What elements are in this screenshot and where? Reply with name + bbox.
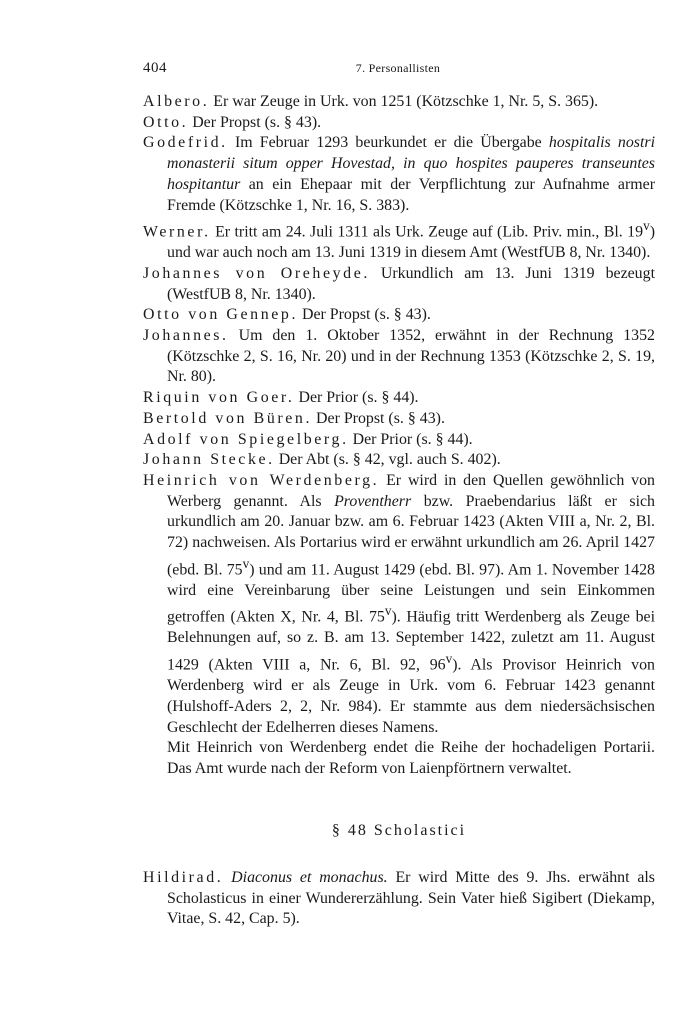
entry-name: Otto. (143, 113, 189, 131)
entry-italic-term: Proventherr (334, 492, 412, 510)
heinrich-followup-paragraph (143, 738, 655, 779)
entry-name: Heinrich von Werdenberg. (143, 471, 380, 489)
scholastici-entry-list (143, 868, 655, 930)
entry-text: Er wird in den Quellen gewöhnlich von Werberg genannt. Als (167, 471, 655, 510)
entry-otto-von-gennep (143, 305, 655, 326)
entry-text: Er wird Mitte des 9. Jhs. erwähnt als Scholasticus in einer Wundererzählung. Sein Vater hieß Sigibert (Diekamp, Vitae, S. 42, Cap. 5). (167, 869, 655, 928)
entry-italic-quote: hospitalis nostri monasterii situm opper Hovestad, in quo hospites pauperes transeuntes hospitantur (167, 134, 656, 193)
entry-text: Im Februar 1293 beurkundet er die Übergabe (227, 134, 549, 152)
entry-godefrid (143, 133, 655, 216)
page-number: 404 (143, 60, 167, 76)
entry-heinrich-von-werdenberg (143, 471, 655, 738)
entry-text: Um den 1. Oktober 1352, erwähnt in der Rechnung 1352 (Kötzschke 2, S. 16, Nr. 20) und in der Rechnung 1353 (Kötzschke 2, S. 19, Nr. 80). (167, 327, 655, 386)
entry-text: Der Propst (s. § 43). (312, 409, 445, 427)
entry-text-after: an ein Ehepaar mit der Verpflichtung zur Aufnahme armer Fremde (Kötzschke 1, Nr. 16, S. 383). (167, 175, 655, 214)
running-head: 7. Personallisten (355, 61, 441, 75)
entry-adolf-von-spiegelberg (143, 430, 655, 451)
entry-otto (143, 113, 655, 134)
entry-text: Der Propst (s. § 43). (298, 306, 431, 324)
entry-hildirad (143, 868, 655, 930)
entry-space (223, 869, 231, 886)
entry-text: Er tritt am 24. Juli 1311 als Urk. Zeuge auf (Lib. Priv. min., Bl. 19 (210, 223, 644, 241)
paragraph-text: Mit Heinrich von Werdenberg endet die Reihe der hochadeligen Portarii. Das Amt wurde nach der Reform von Laienpförtnern verwaltet. (167, 739, 655, 777)
verso-superscript: v (384, 603, 392, 619)
entry-text: Der Prior (s. § 44). (294, 389, 419, 407)
entry-list (143, 92, 655, 780)
entry-name: Werner. (143, 223, 211, 241)
entry-text: Der Prior (s. § 44). (348, 430, 473, 448)
entry-name: Riquin von Goer. (143, 389, 295, 407)
entry-text: ) und am 11. August 1429 (ebd. Bl. 97). Am 1. November 1428 wird eine Vereinbarung über seine Leistungen und sein Einkommen getroffen (Akten X, Nr. 4, Bl. 75 (167, 561, 656, 626)
section-heading: § 48 Scholastici (331, 822, 467, 839)
entry-name: Otto von Gennep. (143, 306, 299, 324)
entry-name: Bertold von Büren. (143, 409, 313, 427)
entry-text: ). Häufig tritt Werdenberg als Zeuge bei Belehnungen auf, so z. B. am 13. September 1422, zuletzt am 11. August 1429 (Akten VIII a, Nr. 6, Bl. 92, 96 (167, 608, 656, 674)
entry-name: Hildirad. (143, 869, 224, 886)
entry-name: Albero. (143, 93, 210, 110)
entry-name: Johann Stecke. (143, 451, 275, 469)
entry-name: Adolf von Spiegelberg. (143, 430, 349, 448)
entry-name: Godefrid. (143, 134, 228, 152)
entry-werner (143, 216, 655, 264)
entry-bertold-von-bueren (143, 409, 655, 430)
entry-johannes (143, 326, 655, 388)
entry-text: bzw. Praebendarius läßt er sich urkundlich am 20. Januar bzw. am 6. Februar 1423 (Akten VIII a, Nr. 2, Bl. 72) nachweisen. Als Portarius wird er erwähnt urkundlich am 26. April 1427 (ebd. Bl. 75 (167, 492, 655, 579)
entry-text-after: ) und war auch noch am 13. Juni 1319 in diesem Amt (WestfUB 8, Nr. 1340). (167, 223, 655, 262)
entry-text: Urkundlich am 13. Juni 1319 bezeugt (WestfUB 8, Nr. 1340). (167, 264, 655, 303)
entry-johann-stecke (143, 450, 655, 471)
entry-text: ). Als Provisor Heinrich von Werdenberg wird er als Zeuge in Urk. vom 6. Februar 1423 genannt (Hulshoff-Aders 2, 2, Nr. 984). Er stammte aus dem niedersächsischen Geschlecht der Edelherren dieses Namens. (167, 656, 655, 736)
entry-text: Er war Zeuge in Urk. von 1251 (Kötzschke 1, Nr. 5, S. 365). (209, 93, 599, 110)
verso-superscript: v (643, 218, 650, 234)
entry-italic-title: Diaconus et monachus. (231, 869, 388, 886)
entry-text: Der Propst (s. § 43). (188, 113, 322, 131)
entry-name: Johannes von Oreheyde. (143, 264, 370, 282)
verso-superscript: v (242, 555, 250, 571)
entry-albero (143, 92, 655, 113)
verso-superscript: v (445, 651, 453, 667)
entry-name: Johannes. (143, 327, 229, 345)
entry-riquin-von-goer (143, 388, 655, 409)
page-header (143, 60, 653, 80)
entry-text: Der Abt (s. § 42, vgl. auch S. 402). (274, 451, 501, 469)
entry-johannes-von-oreheyde (143, 264, 655, 305)
